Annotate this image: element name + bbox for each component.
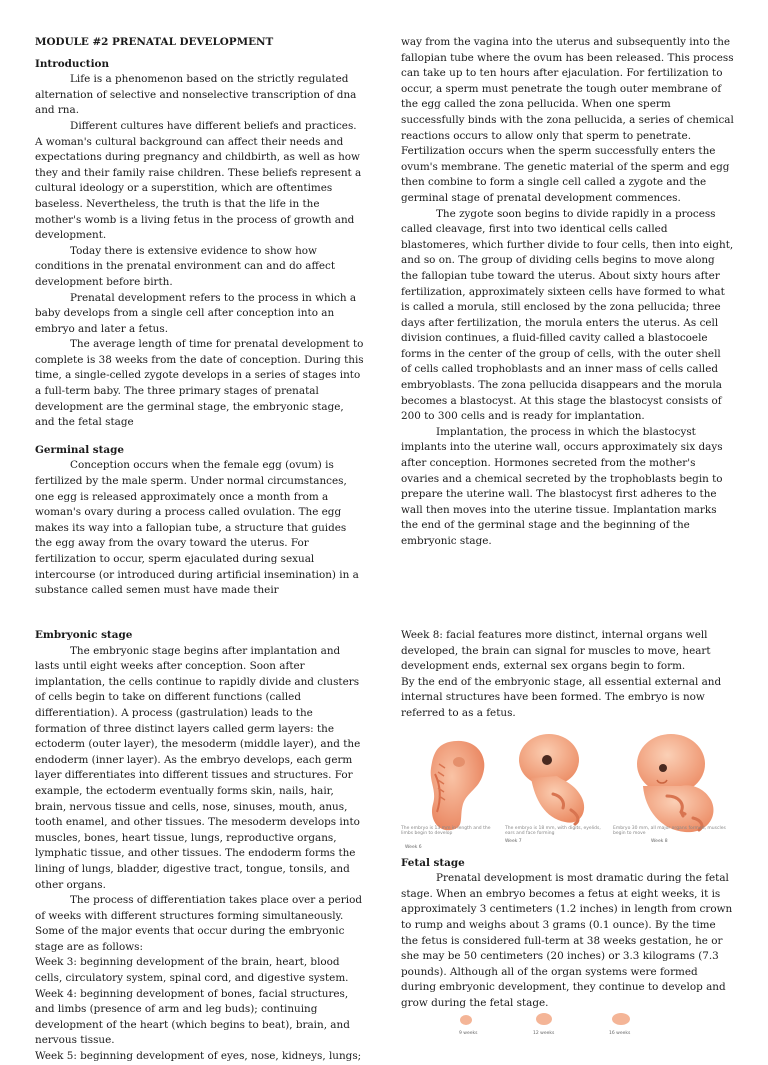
germinal-paragraph: Implantation, the process in which the blastocyst implants into the uterine wall, occurs approximately six days after conception. Hormones secreted from the mother's ovaries and a chemical secreted by the trophoblasts begin to prepare the uterine wall. The blastocyst first adheres to the wall then moves into the uterine tissue. Implantation marks the end of the germinal stage and the beginning of the embryonic stage. [401, 425, 723, 547]
fetus-12-weeks-image [535, 1012, 553, 1026]
embryo-week7-image [509, 730, 601, 834]
intro-paragraph: Different cultures have different beliefs and practices. A woman's cultural background can affect their needs and expectations during pregnancy and childbirth, as well as how they and their family raise children. These beliefs represent a cultural ideology or a superstition, which are oftentimes baseless. Nevertheless, the truth is that the life in the mother's womb is a living fetus in the process of growth and development. [35, 119, 362, 242]
column-top-left [35, 35, 365, 599]
week-item: Week 3: beginning development of the brain, heart, blood cells, circulatory system, spinal cord, and digestive system. [35, 956, 349, 985]
week-label: Week 6 [405, 844, 422, 850]
germinal-heading: Germinal stage [35, 443, 125, 456]
embryonic-paragraph: The process of differentiation takes place over a period of weeks with different structures forming simultaneously. Some of the major events that occur during the embryonic stage are as follows: [35, 894, 362, 953]
intro-paragraph: Today there is extensive evidence to show how conditions in the prenatal environment can and do affect development before birth. [35, 244, 336, 288]
week-label: Week 8 [651, 838, 668, 844]
embryo-figure [401, 730, 734, 848]
column-bottom-left [35, 628, 365, 1065]
column-top-right [401, 35, 734, 550]
column-bottom-right [401, 628, 734, 1036]
germinal-paragraph: The zygote soon begins to divide rapidly in a process called cleavage, first into two identical cells called blastomeres, which further divide to four cells, then into eight, and so on. The group of dividing cells begins to move along the fallopian tube toward the uterus. About sixty hours after fertilization, approximately sixteen cells have formed to what is called a morula, still enclosed by the zona pellucida; three days after fertilization, the morula enters the uterus. As cell division continues, a fluid-filled cavity called a blastocoele forms in the center of the group of cells, with the outer shell of cells called trophoblasts and an inner mass of cells called embryoblasts. The zona pellucida disappears and the morula becomes a blastocyst. At this stage the blastocyst consists of 200 to 300 cells and is ready for implantation. [401, 207, 734, 423]
introduction-heading: Introduction [35, 57, 109, 70]
intro-paragraph: Prenatal development refers to the process in which a baby develops from a single cell after conception into an embryo and later a fetus. [35, 291, 357, 335]
week-item: Week 5: beginning development of eyes, nose, kidneys, lungs; [35, 1050, 362, 1063]
embryonic-paragraph: The embryonic stage begins after implantation and lasts until eight weeks after conception. Soon after implantation, the cells continue to rapidly divide and clusters of cells begin to take on different functions (called differentiation). A process (gastrulation) leads to the formation of three distinct layers called germ layers: the ectoderm (outer layer), the mesoderm (middle layer), and the endoderm (inner layer). As the embryo develops, each germ layer differentiates into different tissues and structures. For example, the ectoderm eventually forms skin, nails, hair, brain, nervous tissue and cells, nose, sinuses, mouth, anus, tooth enamel, and other tissues. The mesoderm develops into muscles, bones, heart tissue, lungs, reproductive organs, lymphatic tissue, and other tissues. The endoderm forms the lining of lungs, bladder, digestive tract, tongue, tonsils, and other organs. [35, 644, 361, 891]
fetus-age-label: 16 weeks [609, 1030, 631, 1036]
figure-caption: The embryo is 18 mm, with digits, eyelids, ears and face forming [505, 825, 601, 836]
embryonic-heading: Embryonic stage [35, 629, 133, 641]
week-label: Week 7 [505, 838, 522, 844]
intro-paragraph: Life is a phenomenon based on the strictly regulated alternation of selective and nonselective transcription of dna and rna. [35, 73, 357, 117]
fetal-paragraph: Prenatal development is most dramatic during the fetal stage. When an embryo becomes a fetus at eight weeks, it is approximately 3 centimeters (1.2 inches) in length from crown to rump and weighs about 3 grams (0.1 ounce). By the time the fetus is considered full-term at 38 weeks gestation, he or she may be 50 centimeters (20 inches) or 3.3 kilograms (7.3 pounds). Although all of the organ systems were formed during embryonic development, they continue to develop and grow during the fetal stage. [401, 872, 733, 1009]
figure-caption: Embryo 30 mm, all major organs formed, muscles begin to move [613, 825, 726, 836]
fetal-thumbnails [401, 1012, 734, 1036]
germinal-paragraph-continued: way from the vagina into the uterus and subsequently into the fallopian tube where the ovum has been released. This process can take up to ten hours after ejaculation. For fertilization to occur, a sperm must penetrate the tough outer membrane of the egg called the zona pellucida. When one sperm successfully binds with the zona pellucida, a series of chemical reactions occurs to allow only that sperm to penetrate. Fertilization occurs when the sperm successfully enters the ovum's membrane. The genetic material of the sperm and egg then combine to form a single cell called a zygote and the germinal stage of prenatal development commences. [401, 36, 734, 204]
fetal-heading: Fetal stage [401, 856, 465, 869]
embryonic-summary: By the end of the embryonic stage, all essential external and internal structures have been formed. The embryo is now referred to as a fetus. [401, 675, 722, 719]
figure-caption: The embryo is 13 mm in length and the limbs begin to develop [401, 825, 491, 836]
germinal-paragraph: Conception occurs when the female egg (ovum) is fertilized by the male sperm. Under normal circumstances, one egg is released approximately once a month from a woman's ovary during a process called ovulation. The egg makes its way into a fallopian tube, a structure that guides the egg away from the ovary toward the uterus. For fertilization to occur, sperm ejaculated during sexual intercourse (or introduced during artificial insemination) in a substance called semen must have made their [35, 459, 359, 597]
fetus-age-label: 9 weeks [459, 1030, 478, 1036]
week-item: Week 8: facial features more distinct, internal organs well developed, the brain can signal for muscles to move, heart development ends, external sex organs begin to form. [401, 629, 711, 673]
fetus-age-label: 12 weeks [533, 1030, 555, 1036]
fetus-16-weeks-image [611, 1012, 631, 1026]
embryo-week6-image [419, 734, 497, 834]
week-item: Week 4: beginning development of bones, facial structures, and limbs (presence of arm and leg buds); continuing development of the heart (which begins to beat), brain, and nervous tissue. [35, 987, 350, 1047]
module-title: MODULE #2 PRENATAL DEVELOPMENT [35, 36, 274, 48]
intro-paragraph: The average length of time for prenatal development to complete is 38 weeks from the date of conception. During this time, a single-celled zygote develops in a series of stages into a full-term baby. The three primary stages of prenatal development are the germinal stage, the embryonic stage, and the fetal stage [35, 338, 364, 429]
embryo-week8-image [623, 730, 727, 838]
